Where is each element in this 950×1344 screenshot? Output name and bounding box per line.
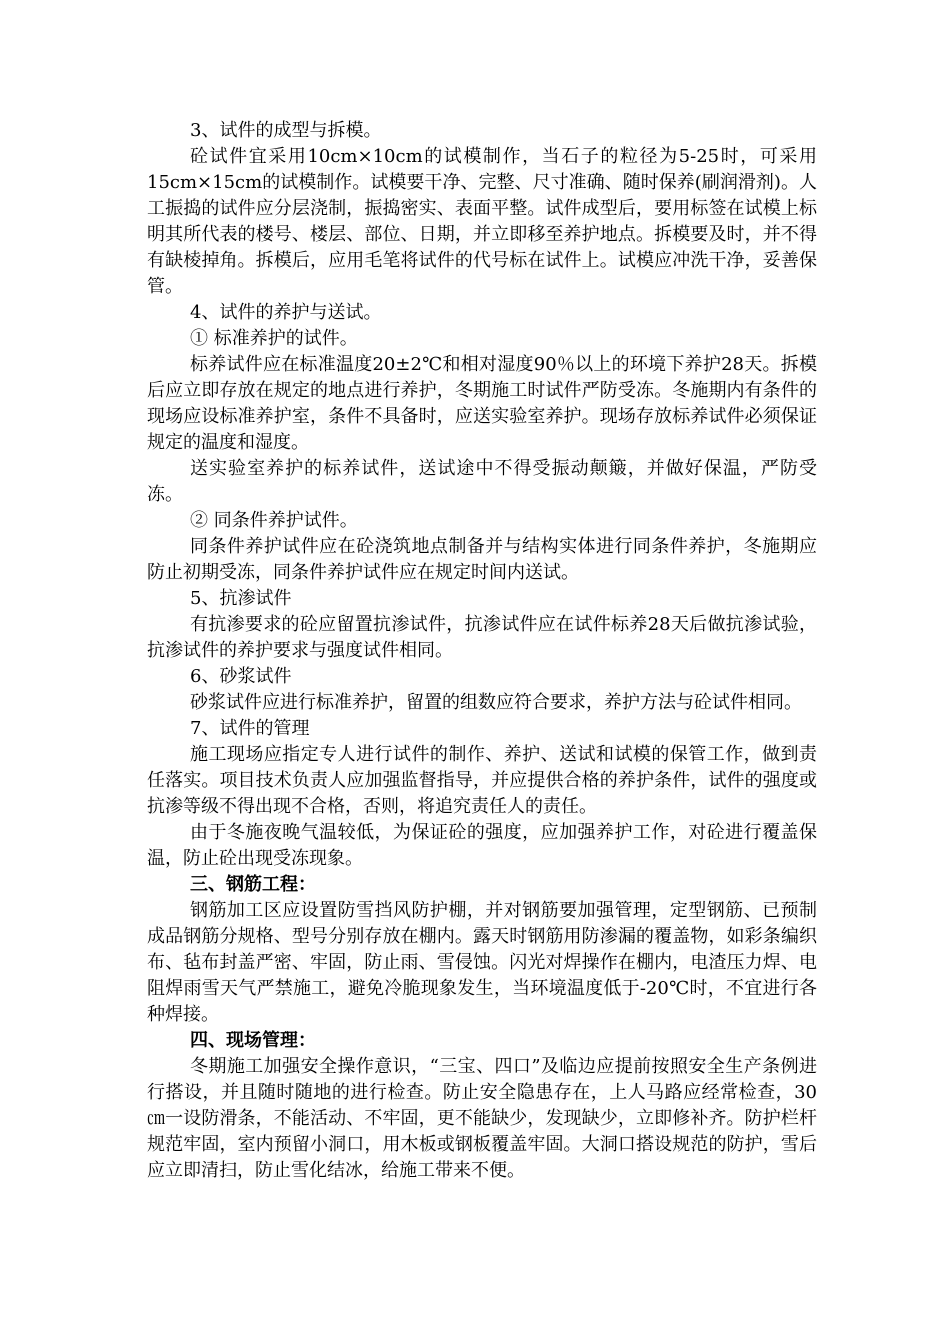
heading-3-specimen-molding: 3、试件的成型与拆模。 <box>190 120 382 141</box>
paragraph-same-condition-curing: 同条件养护试件应在砼浇筑地点制备并与结构实体进行同条件养护，冬施期应防止初期受冻，同条件养护试件应在规定时间内送试。 <box>147 536 817 583</box>
subheading-same-condition-curing: ② 同条件养护试件。 <box>190 510 358 531</box>
heading-4-specimen-curing: 4、试件的养护与送试。 <box>190 302 382 323</box>
paragraph-specimen-molding: 砼试件宜采用10cm×10cm的试模制作，当石子的粒径为5-25时，可采用15cm×15cm的试模制作。试模要干净、完整、尺寸准确、随时保养(刷润滑剂)。人工振捣的试件应分层浇制，振捣密实、表面平整。试件成型后，要用标签在试模上标明其所代表的楼号、楼层、部位、日期，并立即移至养护地点。拆模要及时，并不得有缺棱掉角。拆模后，应用毛笔将试件的代号标在试件上。试模应冲洗干净，妥善保管。 <box>147 146 817 297</box>
paragraph-management: 施工现场应指定专人进行试件的制作、养护、送试和试模的保管工作，做到责任落实。项目技术负责人应加强监督指导，并应提供合格的养护条件，试件的强度或抗渗等级不得出现不合格，否则，将追究责任人的责任。 <box>147 744 817 817</box>
paragraph-site-management: 冬期施工加强安全操作意识，“三宝、四口”及临边应提前按照安全生产条例进行搭设，并且随时随地的进行检查。防止安全隐患存在，上人马路应经常检查，30㎝一设防滑条，不能活动、不牢固，更不能缺少，发现缺少，立即修补齐。防护栏杆规范牢固，室内预留小洞口，用木板或钢板覆盖牢固。大洞口搭设规范的防护，雪后应立即清扫，防止雪化结冰，给施工带来不便。 <box>147 1056 817 1181</box>
paragraph-lab-transport: 送实验室养护的标养试件，送试途中不得受振动颠簸，并做好保温，严防受冻。 <box>147 458 817 505</box>
paragraph-rebar: 钢筋加工区应设置防雪挡风防护棚，并对钢筋要加强管理，定型钢筋、已预制成品钢筋分规格、型号分别存放在棚内。露天时钢筋用防渗漏的覆盖物，如彩条编织布、毡布封盖严密、牢固，防止雨、雪侵蚀。闪光对焊操作在棚内，电渣压力焊、电阻焊雨雪天气严禁施工，避免冷脆现象发生，当环境温度低于-20℃时，不宜进行各种焊接。 <box>147 900 817 1025</box>
heading-6-mortar: 6、砂浆试件 <box>190 666 292 687</box>
heading-7-management: 7、试件的管理 <box>190 718 310 739</box>
paragraph-impermeability: 有抗渗要求的砼应留置抗渗试件，抗渗试件应在试件标养28天后做抗渗试验，抗渗试件的养护要求与强度试件相同。 <box>147 614 817 661</box>
section-heading-rebar: 三、钢筋工程： <box>190 874 316 895</box>
document-body <box>147 118 817 1184</box>
paragraph-standard-curing: 标养试件应在标准温度20±2℃和相对湿度90％以上的环境下养护28天。拆模后应立即存放在规定的地点进行养护，冬期施工时试件严防受冻。冬施期内有条件的现场应设标准养护室，条件不具备时，应送实验室养护。现场存放标养试件必须保证规定的温度和湿度。 <box>147 354 817 453</box>
subheading-standard-curing: ① 标准养护的试件。 <box>190 328 358 349</box>
paragraph-mortar: 砂浆试件应进行标准养护，留置的组数应符合要求，养护方法与砼试件相同。 <box>190 692 802 713</box>
paragraph-night-insulation: 由于冬施夜晚气温较低，为保证砼的强度，应加强养护工作，对砼进行覆盖保温，防止砼出现受冻现象。 <box>147 822 817 869</box>
section-heading-site-management: 四、现场管理： <box>190 1030 316 1051</box>
heading-5-impermeability: 5、抗渗试件 <box>190 588 292 609</box>
